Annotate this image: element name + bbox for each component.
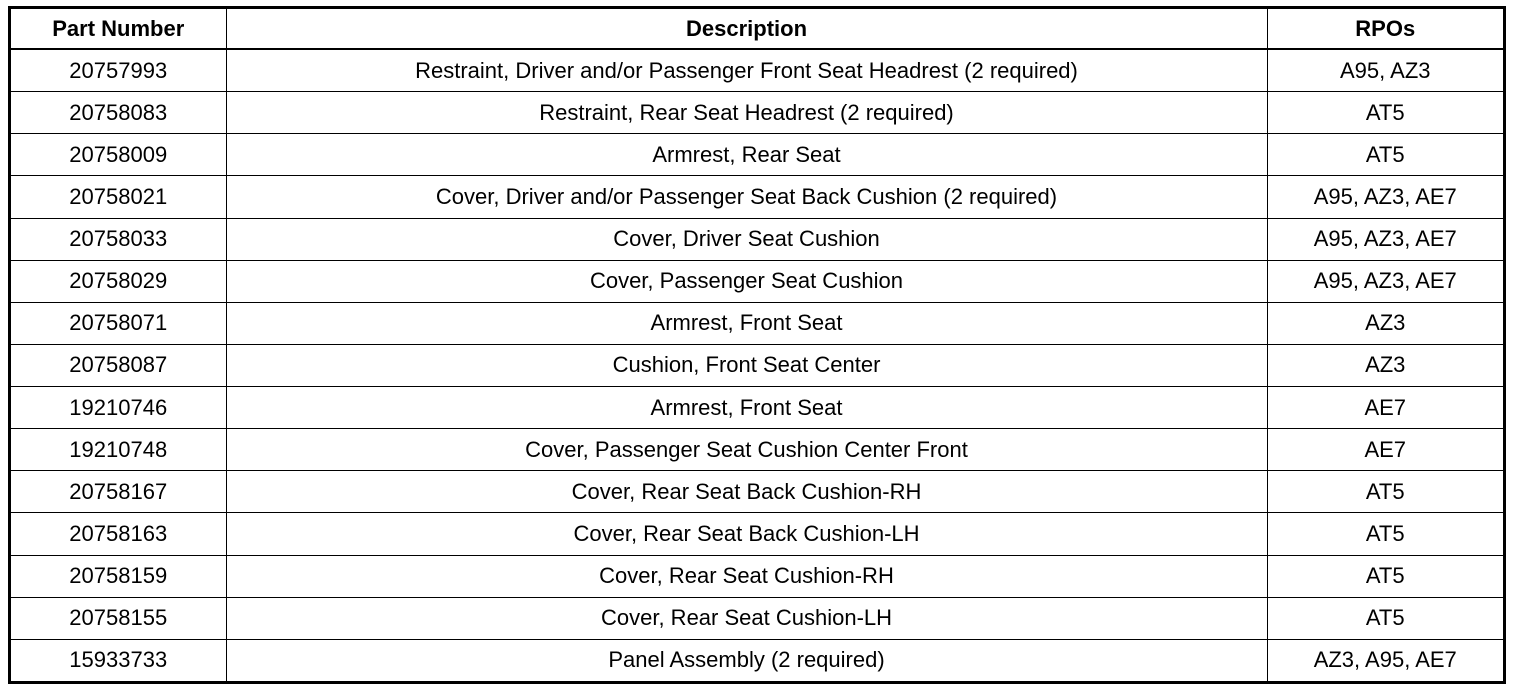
cell-part-number: 20758163: [11, 513, 226, 555]
cell-description: Cushion, Front Seat Center: [226, 344, 1267, 386]
cell-rpos: A95, AZ3, AE7: [1267, 176, 1503, 218]
table-row: [11, 260, 1503, 302]
table-row: [11, 387, 1503, 429]
cell-rpos: A95, AZ3: [1267, 49, 1503, 92]
cell-part-number: 20758033: [11, 218, 226, 260]
table-row: [11, 471, 1503, 513]
table-body: [11, 49, 1503, 681]
cell-rpos: AZ3: [1267, 344, 1503, 386]
cell-description: Cover, Passenger Seat Cushion: [226, 260, 1267, 302]
cell-rpos: AZ3, A95, AE7: [1267, 639, 1503, 681]
table-row: [11, 134, 1503, 176]
cell-part-number: 20758087: [11, 344, 226, 386]
cell-rpos: A95, AZ3, AE7: [1267, 218, 1503, 260]
cell-part-number: 20758009: [11, 134, 226, 176]
cell-part-number: 20758029: [11, 260, 226, 302]
cell-description: Cover, Rear Seat Cushion-LH: [226, 597, 1267, 639]
table-header-row: [11, 9, 1503, 49]
cell-description: Cover, Rear Seat Cushion-RH: [226, 555, 1267, 597]
cell-rpos: AT5: [1267, 134, 1503, 176]
header-part-number: Part Number: [11, 9, 226, 49]
table-row: [11, 176, 1503, 218]
cell-rpos: AT5: [1267, 513, 1503, 555]
cell-description: Cover, Driver Seat Cushion: [226, 218, 1267, 260]
cell-rpos: AT5: [1267, 555, 1503, 597]
table-row: [11, 92, 1503, 134]
cell-rpos: AE7: [1267, 387, 1503, 429]
cell-description: Cover, Rear Seat Back Cushion-LH: [226, 513, 1267, 555]
cell-description: Cover, Driver and/or Passenger Seat Back Cushion (2 required): [226, 176, 1267, 218]
cell-description: Restraint, Driver and/or Passenger Front Seat Headrest (2 required): [226, 49, 1267, 92]
table-row: [11, 218, 1503, 260]
cell-part-number: 20758083: [11, 92, 226, 134]
table-row: [11, 429, 1503, 471]
cell-description: Cover, Passenger Seat Cushion Center Front: [226, 429, 1267, 471]
cell-part-number: 19210748: [11, 429, 226, 471]
table-row: [11, 344, 1503, 386]
cell-description: Armrest, Rear Seat: [226, 134, 1267, 176]
cell-rpos: AT5: [1267, 471, 1503, 513]
parts-table-frame: [8, 6, 1506, 684]
cell-rpos: AT5: [1267, 597, 1503, 639]
cell-rpos: A95, AZ3, AE7: [1267, 260, 1503, 302]
cell-description: Armrest, Front Seat: [226, 302, 1267, 344]
cell-description: Restraint, Rear Seat Headrest (2 required): [226, 92, 1267, 134]
cell-part-number: 15933733: [11, 639, 226, 681]
cell-part-number: 20758021: [11, 176, 226, 218]
cell-description: Cover, Rear Seat Back Cushion-RH: [226, 471, 1267, 513]
cell-rpos: AZ3: [1267, 302, 1503, 344]
cell-part-number: 20758071: [11, 302, 226, 344]
table-row: [11, 513, 1503, 555]
cell-part-number: 20758155: [11, 597, 226, 639]
cell-part-number: 20757993: [11, 49, 226, 92]
cell-part-number: 20758159: [11, 555, 226, 597]
table-row: [11, 597, 1503, 639]
header-rpos: RPOs: [1267, 9, 1503, 49]
cell-description: Panel Assembly (2 required): [226, 639, 1267, 681]
header-description: Description: [226, 9, 1267, 49]
cell-description: Armrest, Front Seat: [226, 387, 1267, 429]
table-row: [11, 49, 1503, 92]
cell-rpos: AT5: [1267, 92, 1503, 134]
cell-part-number: 20758167: [11, 471, 226, 513]
table-row: [11, 639, 1503, 681]
table-row: [11, 302, 1503, 344]
parts-table: [11, 9, 1503, 681]
cell-part-number: 19210746: [11, 387, 226, 429]
table-row: [11, 555, 1503, 597]
cell-rpos: AE7: [1267, 429, 1503, 471]
